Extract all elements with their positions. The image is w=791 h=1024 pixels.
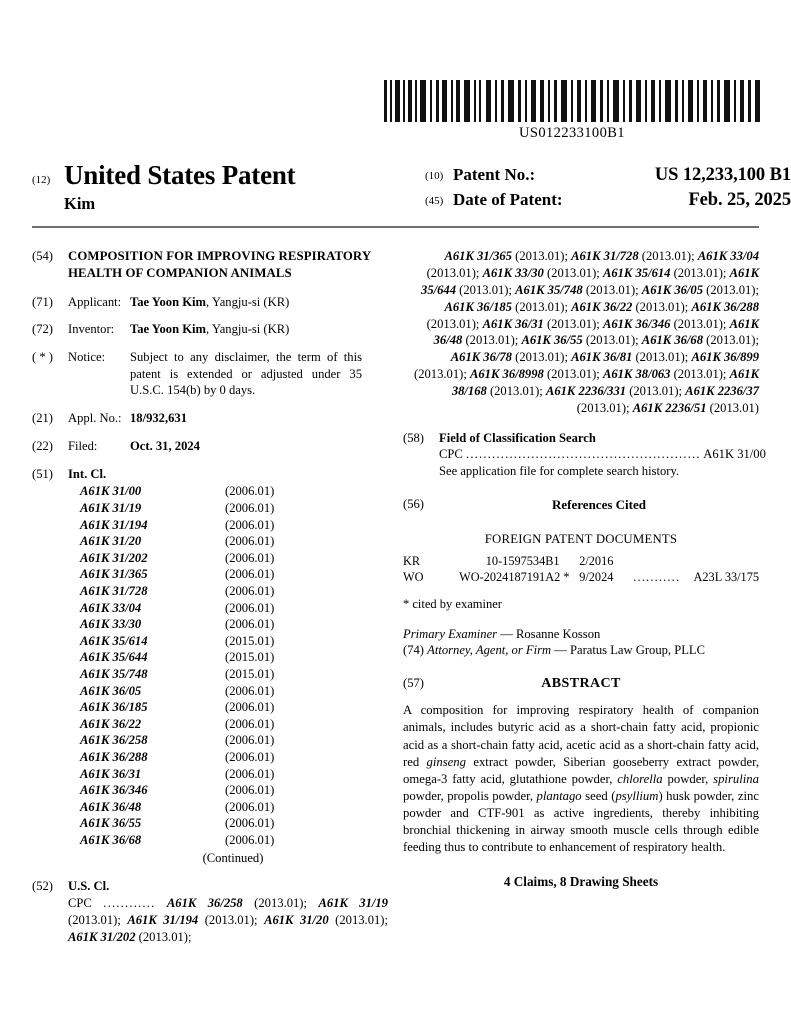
us-cl-heading: U.S. Cl.: [68, 879, 110, 894]
cpc-qualifier: (2013.01);: [670, 367, 730, 382]
cpc-code: A61K 36/05: [641, 282, 704, 297]
attorney-line: [403, 642, 759, 659]
cpc-qualifier: (2013.01);: [582, 333, 642, 348]
cpc-qualifier: (2013.01);: [511, 299, 572, 314]
cpc-code: A61K 33/30: [482, 265, 544, 280]
classification-search-cpc-line: [439, 446, 766, 463]
cpc-code: A61K 36/48: [433, 316, 759, 348]
int-cl-row: [80, 600, 388, 617]
cpc-code: A61K 36/258: [166, 895, 243, 910]
cpc-qualifier: (2013.01);: [670, 316, 730, 331]
us-cl-prefix: CPC: [68, 895, 92, 910]
classification-search-heading: Field of Classification Search: [439, 430, 596, 445]
cpc-code: A61K 33/04: [697, 249, 759, 263]
fpd-dots: ...........: [633, 569, 681, 584]
cpc-qualifier: (2013.01);: [632, 350, 692, 365]
cpc-qualifier: (2013.01);: [242, 895, 319, 910]
filed-body: [68, 438, 388, 455]
int-cl-version: (2006.01): [225, 733, 275, 748]
field-notice: [32, 349, 388, 399]
field-int-cl-tag: (51): [32, 466, 53, 481]
us-cl-body: [68, 878, 388, 945]
abstract-segment: seed (: [581, 788, 616, 803]
abstract-header: [403, 675, 759, 695]
int-cl-version: (2006.01): [225, 484, 275, 499]
int-cl-code: A61K 36/258: [80, 733, 148, 748]
document-kind-tag: (12): [32, 174, 51, 186]
int-cl-heading: Int. Cl.: [68, 466, 107, 481]
int-cl-row: [80, 832, 388, 849]
cpc-code: A61K 31/365: [444, 249, 512, 263]
int-cl-row: [80, 517, 388, 534]
cpc-continuation: [403, 248, 759, 417]
applicant-name: Tae Yoon Kim: [130, 294, 207, 309]
int-cl-row: [80, 583, 388, 600]
invention-title: COMPOSITION FOR IMPROVING RESPIRATORY HEALTH OF COMPANION ANIMALS: [68, 249, 371, 281]
inventor-body: [68, 321, 388, 338]
header-right: [425, 165, 791, 215]
fpd-number: WO-2024187191: [459, 569, 546, 584]
int-cl-code: A61K 35/748: [80, 666, 148, 681]
field-applicant: [32, 294, 388, 311]
foreign-patent-documents-heading: FOREIGN PATENT DOCUMENTS: [484, 532, 678, 547]
int-cl-code: A61K 36/68: [80, 832, 142, 847]
int-cl-row: [80, 633, 388, 650]
patent-date-row: [425, 190, 791, 215]
attorney-label: Attorney, Agent, or Firm: [427, 643, 552, 658]
field-classification-search-tag: (58): [403, 430, 424, 445]
patent-date-label: Date of Patent:: [453, 190, 563, 209]
primary-examiner-dash: —: [497, 626, 516, 641]
cpc-code: A61K 36/346: [602, 316, 671, 331]
patent-number-tag: (10): [425, 170, 444, 182]
int-cl-code: A61K 36/31: [80, 766, 142, 781]
int-cl-code: A61K 36/55: [80, 816, 142, 831]
applicant-value: [130, 294, 289, 311]
cpc-code: A61K 2236/37: [685, 384, 759, 398]
appl-no-body: [68, 410, 388, 427]
field-title: [32, 248, 388, 283]
field-appl-no-tag: (21): [32, 411, 53, 426]
int-cl-version: (2006.01): [225, 700, 275, 715]
header-divider: [32, 226, 759, 228]
cpc-code: A61K 31/20: [264, 912, 329, 927]
field-us-cl: [32, 878, 388, 945]
cpc-code: A61K 36/68: [641, 333, 704, 348]
abstract-italic-term: ginseng: [426, 754, 466, 769]
fpd-classification: [686, 554, 759, 569]
examiner-block: [403, 626, 759, 660]
int-cl-row: [80, 683, 388, 700]
primary-examiner-name: Rosanne Kosson: [515, 626, 601, 641]
applicant-body: [68, 294, 388, 311]
int-cl-code: A61K 36/288: [80, 749, 148, 764]
int-cl-code: A61K 33/04: [80, 600, 142, 615]
cpc-code: A61K 31/202: [68, 929, 136, 944]
cpc-code: A61K 36/22: [571, 299, 633, 314]
int-cl-row: [80, 699, 388, 716]
int-cl-body: [68, 466, 388, 868]
abstract-italic-term: psyllium: [615, 788, 659, 803]
cpc-code: A61K 31/194: [127, 912, 199, 927]
int-cl-code: A61K 36/05: [80, 683, 142, 698]
applicant-location: , Yangju-si (KR): [206, 294, 290, 309]
barcode-icon: [382, 80, 762, 122]
inventor-value: [130, 321, 289, 338]
int-cl-row: [80, 566, 388, 583]
patent-header: [32, 160, 791, 216]
cpc-code: A61K 36/8998: [469, 367, 544, 382]
cpc-code: A61K 36/81: [571, 350, 633, 365]
cpc-qualifier: (2013.01): [706, 400, 759, 415]
int-cl-code: A61K 31/20: [80, 534, 142, 549]
cpc-qualifier: (2013.01);: [543, 367, 603, 382]
left-column: [32, 248, 388, 957]
attorney-name: Paratus Law Group, PLLC: [569, 643, 705, 658]
fpd-country: WO: [403, 569, 424, 584]
int-cl-code: A61K 36/346: [80, 783, 148, 798]
int-cl-row: [80, 749, 388, 766]
cited-by-examiner-note: * cited by examiner: [403, 596, 502, 611]
cpc-qualifier: (2013.01);: [462, 333, 522, 348]
field-references-cited-tag: (56): [403, 496, 424, 511]
cpc-code: A61K 36/899: [691, 350, 759, 365]
int-cl-code: A61K 31/365: [80, 567, 148, 582]
abstract-segment: powder,: [662, 771, 714, 786]
int-cl-code: A61K 36/185: [80, 700, 148, 715]
fpd-country: KR: [403, 554, 421, 569]
field-inventor-tag: (72): [32, 322, 53, 337]
cpc-code: A61K 36/31: [482, 316, 544, 331]
fpd-date: 9/2024: [579, 569, 614, 584]
cpc-code: A61K 38/063: [602, 367, 671, 382]
int-cl-version: (2006.01): [225, 583, 275, 598]
attorney-tag: (74): [403, 643, 424, 658]
cpc-qualifier: (2013.01);: [511, 249, 572, 263]
field-us-cl-tag: (52): [32, 879, 53, 894]
cpc-code: A61K 31/19: [318, 895, 388, 910]
int-cl-row: [80, 533, 388, 550]
int-cl-row: [80, 550, 388, 567]
table-row: [403, 570, 759, 585]
field-applicant-tag: (71): [32, 294, 53, 309]
int-cl-row: [80, 815, 388, 832]
classification-search-dots: ......................................................: [465, 447, 701, 462]
patent-date-tag: (45): [425, 195, 444, 207]
appl-no-label: Appl. No.:: [68, 411, 122, 426]
classification-search-cpc-prefix: CPC: [439, 447, 463, 462]
int-cl-code: A61K 31/00: [80, 484, 142, 499]
cpc-code: A61K 2236/51: [632, 400, 707, 415]
int-cl-code: A61K 36/48: [80, 799, 142, 814]
abstract-segment: extract powder, Siberian gooseberry extract powder, omega-3 fatty acid, glutathione powder,: [403, 754, 759, 786]
abstract-segment: powder, propolis powder,: [403, 788, 537, 803]
fpd-kind-code: B1: [545, 554, 560, 569]
int-cl-version: (2006.01): [225, 766, 275, 781]
patent-number-label: Patent No.:: [453, 165, 536, 184]
cpc-qualifier: (2013.01);: [135, 929, 192, 944]
cpc-qualifier: (2013.01);: [198, 912, 265, 927]
patent-number-value: US 12,233,100 B1: [654, 165, 791, 185]
cpc-code: A61K 36/78: [450, 350, 512, 365]
barcode-block: [382, 80, 762, 142]
notice-text: Subject to any disclaimer, the term of this patent is extended or adjusted under 35 U.S.C. 154(b) by 0 days.: [130, 350, 362, 398]
int-cl-row: [80, 766, 388, 783]
filed-value: Oct. 31, 2024: [130, 438, 200, 453]
classification-search-cpc-value: A61K 31/00: [703, 447, 766, 462]
int-cl-code: A61K 35/644: [80, 650, 148, 665]
int-cl-version: (2015.01): [225, 666, 275, 681]
cpc-qualifier: (2013.01);: [703, 282, 759, 297]
abstract-tag: (57): [403, 676, 424, 691]
int-cl-version: (2015.01): [225, 633, 275, 648]
int-cl-list: [80, 483, 388, 848]
field-int-cl: [32, 466, 388, 868]
references-cited-heading: References Cited: [552, 496, 646, 512]
cpc-qualifier: (2013.01);: [576, 400, 633, 415]
appl-no-value: 18/932,631: [130, 411, 188, 426]
int-cl-row: [80, 799, 388, 816]
filed-label: Filed:: [68, 438, 98, 453]
fpd-dots: [633, 554, 686, 569]
int-cl-version: (2006.01): [225, 501, 275, 515]
attorney-dash: —: [551, 643, 570, 658]
int-cl-code: A61K 31/194: [80, 517, 148, 532]
barcode-number: US012233100B1: [519, 125, 625, 141]
cpc-qualifier: (2013.01);: [632, 299, 692, 314]
int-cl-code: A61K 35/614: [80, 633, 148, 648]
cpc-qualifier: (2013.01);: [703, 333, 759, 348]
inventor-label: Inventor:: [68, 322, 115, 337]
inventor-name: Tae Yoon Kim: [130, 322, 207, 337]
classification-search-body: [439, 430, 766, 480]
cpc-code: A61K 36/185: [444, 299, 512, 314]
abstract-segment: ) husk powder, zinc powder and CTF-901 as active ingredients, thereby inhibiting bronchial thickening in airway smooth muscle cells through edible feeding thus to contribute to enhancement of respiratory health.: [403, 788, 759, 854]
int-cl-version: (2006.01): [225, 749, 275, 764]
cpc-qualifier: (2013.01);: [68, 912, 128, 927]
cpc-code: A61K 36/55: [521, 333, 583, 348]
int-cl-row: [80, 649, 388, 666]
cpc-qualifier: (2013.01);: [456, 282, 516, 297]
int-cl-code: A61K 31/728: [80, 583, 148, 598]
int-cl-version: (2006.01): [225, 567, 275, 582]
cpc-qualifier: (2013.01);: [626, 384, 686, 398]
primary-examiner-line: [403, 626, 759, 643]
abstract-italic-term: chlorella: [617, 771, 663, 786]
int-cl-version: (2006.01): [225, 816, 275, 831]
field-filed: [32, 438, 388, 455]
int-cl-row: [80, 483, 388, 500]
int-cl-version: (2006.01): [225, 517, 275, 532]
int-cl-version: (2006.01): [225, 799, 275, 814]
cpc-code: A61K 2236/331: [545, 384, 627, 398]
references-cited-body: [439, 496, 759, 513]
classification-search-note: See application file for complete search history.: [439, 464, 680, 479]
int-cl-continued: (Continued): [202, 851, 264, 866]
int-cl-version: (2006.01): [225, 783, 275, 798]
page-title: United States Patent: [64, 160, 296, 190]
cpc-qualifier: (2013.01);: [414, 367, 470, 382]
int-cl-row: [80, 782, 388, 799]
notice-body: [68, 349, 388, 399]
fpd-number: 10-1597534: [485, 554, 546, 569]
cpc-qualifier: (2013.01);: [670, 265, 730, 280]
applicant-label: Applicant:: [68, 294, 122, 309]
int-cl-row: [80, 616, 388, 633]
cpc-code: A61K 35/614: [602, 265, 671, 280]
int-cl-version: (2006.01): [225, 600, 275, 615]
int-cl-code: A61K 33/30: [80, 617, 142, 632]
inventor-surname: Kim: [64, 194, 96, 213]
cpc-code: A61K 35/748: [515, 282, 583, 297]
field-notice-tag: ( * ): [32, 350, 53, 364]
int-cl-code: A61K 36/22: [80, 716, 142, 731]
us-cl-dots: ............: [103, 895, 156, 910]
cpc-qualifier: (2013.01);: [511, 350, 572, 365]
int-cl-row: [80, 500, 388, 517]
fpd-date: 2/2016: [579, 554, 614, 569]
cpc-code: A61K 38/168: [451, 367, 759, 398]
abstract-italic-term: plantago: [536, 788, 582, 803]
cpc-qualifier: (2013.01);: [582, 282, 642, 297]
patent-date-value: Feb. 25, 2025: [688, 190, 791, 210]
int-cl-row: [80, 666, 388, 683]
field-title-tag: (54): [32, 249, 53, 263]
int-cl-version: (2006.01): [225, 716, 275, 731]
cpc-qualifier: (2013.01);: [638, 249, 698, 263]
cpc-qualifier: (2013.01);: [543, 316, 603, 331]
claims-drawings-line: 4 Claims, 8 Drawing Sheets: [503, 874, 659, 890]
fpd-classification: A23L 33/175: [693, 569, 759, 584]
patent-number-row: [425, 165, 791, 190]
cpc-qualifier: (2013.01);: [426, 265, 483, 280]
int-cl-code: A61K 31/202: [80, 550, 148, 565]
inventor-location: , Yangju-si (KR): [206, 322, 290, 337]
abstract-italic-term: spirulina: [713, 771, 759, 786]
int-cl-row: [80, 716, 388, 733]
cpc-code: A61K 36/288: [691, 299, 759, 314]
fpd-kind-code: A2 *: [545, 569, 570, 584]
int-cl-version: (2006.01): [225, 550, 275, 565]
cpc-code: A61K 35/644: [421, 265, 759, 297]
table-row: [403, 554, 759, 569]
field-references-cited: [403, 496, 759, 513]
cpc-qualifier: (2013.01);: [426, 316, 483, 331]
cpc-qualifier: (2013.01);: [328, 912, 388, 927]
cpc-code: A61K 31/728: [571, 249, 639, 263]
int-cl-row: [80, 732, 388, 749]
int-cl-version: (2006.01): [225, 832, 275, 847]
foreign-patent-documents-table: [403, 554, 759, 585]
right-column: [403, 248, 766, 891]
int-cl-code: A61K 31/19: [80, 501, 142, 515]
abstract-heading: ABSTRACT: [541, 676, 621, 692]
cpc-qualifier: (2013.01);: [486, 384, 546, 398]
int-cl-version: (2015.01): [225, 650, 275, 665]
field-classification-search: [403, 430, 766, 480]
abstract-text: [403, 702, 759, 856]
abstract-segment: A composition for improving respiratory health of companion animals, includes butyric acid as a short-chain fatty acid, propionic acid as a short-chain fatty acid, acetic acid as a short-chain fatty acid, red: [403, 703, 759, 769]
int-cl-version: (2006.01): [225, 617, 275, 632]
field-inventor: [32, 321, 388, 338]
cpc-qualifier: (2013.01);: [543, 265, 603, 280]
primary-examiner-label: Primary Examiner: [403, 626, 498, 641]
notice-label: Notice:: [68, 350, 106, 364]
int-cl-version: (2006.01): [225, 534, 275, 549]
us-cl-text: [68, 895, 388, 946]
field-appl-no: [32, 410, 388, 427]
int-cl-version: (2006.01): [225, 683, 275, 698]
field-filed-tag: (22): [32, 438, 53, 453]
